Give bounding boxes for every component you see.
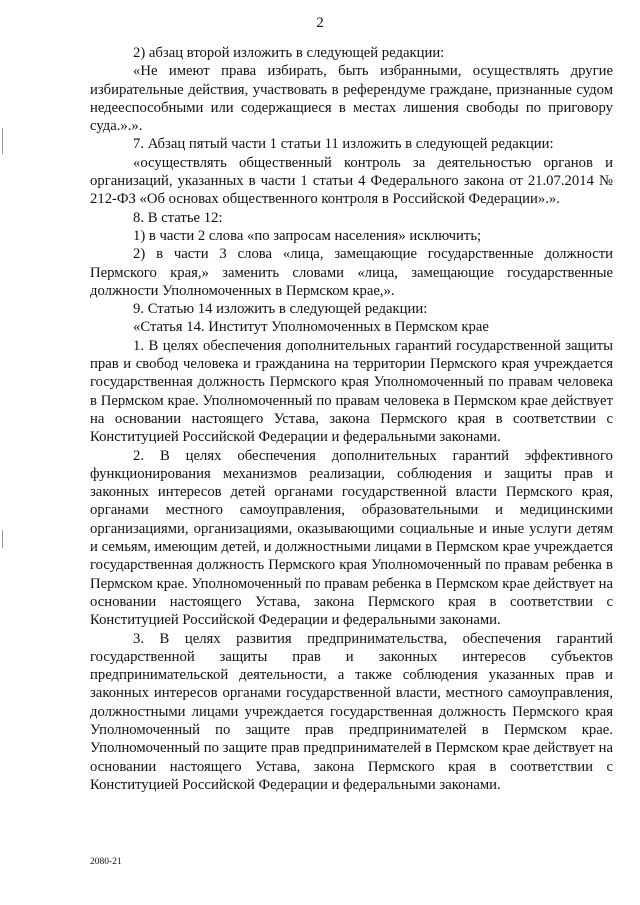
paragraph: 3. В целях развития предпринимательства, обеспечения гарантий государственной защиты прав и законных интересов субъектов предпринимательской деятельности, а также соблюдения указанных прав и законных интересов органами государственной власти, местного самоуправления, должностными лицами учреждается государственная должность Пермского края Уполномоченный по защите прав предпринимателей в Пермском крае. Уполномоченный по защите прав предпринимателей в Пермском крае действует на основании настоящего Устава, закона Пермского края в соответствии с Конституцией Российской Федерации и федеральными законами. <box>90 630 613 793</box>
paragraph: 1. В целях обеспечения дополнительных гарантий государственной защиты прав и свобод человека и гражданина на территории Пермского края учреждается государственная должность Пермского края Уполномоченный по правам человека в Пермском крае. Уполномоченный по правам человека в Пермском крае действует на основании настоящего Устава, закона Пермского края в соответствии с Конституцией Российской Федерации и федеральными законами. <box>90 337 613 446</box>
paragraph: 9. Статью 14 изложить в следующей редакции: <box>133 301 428 318</box>
paragraph: «Не имеют права избирать, быть избранными, осуществлять другие избирательные действия, участвовать в референдуме граждане, признанные судом недееспособными или содержащиеся в местах лишения свободы по приговору суда.».». <box>90 63 613 135</box>
document-code: 2080-21 <box>90 857 122 867</box>
paragraph: 1) в части 2 слова «по запросам населения» исключить; <box>133 227 482 244</box>
document-body <box>90 44 613 794</box>
paragraph: 8. В статье 12: <box>133 209 223 226</box>
paragraph: 2) абзац второй изложить в следующей редакции: <box>133 45 445 61</box>
paragraph: 2. В целях обеспечения дополнительных гарантий эффективного функционирования механизмов реализации, соблюдения и защиты прав и законных интересов детей органами государственной власти Пермского края, органами местного самоуправления, образовательными и медицинскими организациями, организациями, оказывающими социальные и иные услуги детям и семьям, имеющим детей, и должностными лицами в Пермском крае учреждается государственная должность Пермского края Уполномоченный по правам ребенка в Пермском крае. Уполномоченный по правам ребенка в Пермском крае действует на основании настоящего Устава, закона Пермского края в соответствии с Конституцией Российской Федерации и федеральными законами. <box>90 447 613 629</box>
article-heading: «Статья 14. Институт Уполномоченных в Пермском крае <box>133 319 489 336</box>
paragraph: «осуществлять общественный контроль за деятельностью органов и организаций, указанных в части 1 статьи 4 Федерального закона от 21.07.2014 № 212-ФЗ «Об основах общественного контроля в Российской Федерации».». <box>90 154 613 208</box>
scan-edge-mark <box>2 530 3 548</box>
paragraph: 2) в части 3 слова «лица, замещающие государственные должности Пермского края,» заменить словами «лица, замещающие государственные должности Уполномоченных в Пермском крае,». <box>90 246 613 299</box>
paragraph: 7. Абзац пятый части 1 статьи 11 изложить в следующей редакции: <box>133 136 554 153</box>
scan-edge-mark <box>2 128 3 154</box>
page-number: 2 <box>316 15 324 31</box>
